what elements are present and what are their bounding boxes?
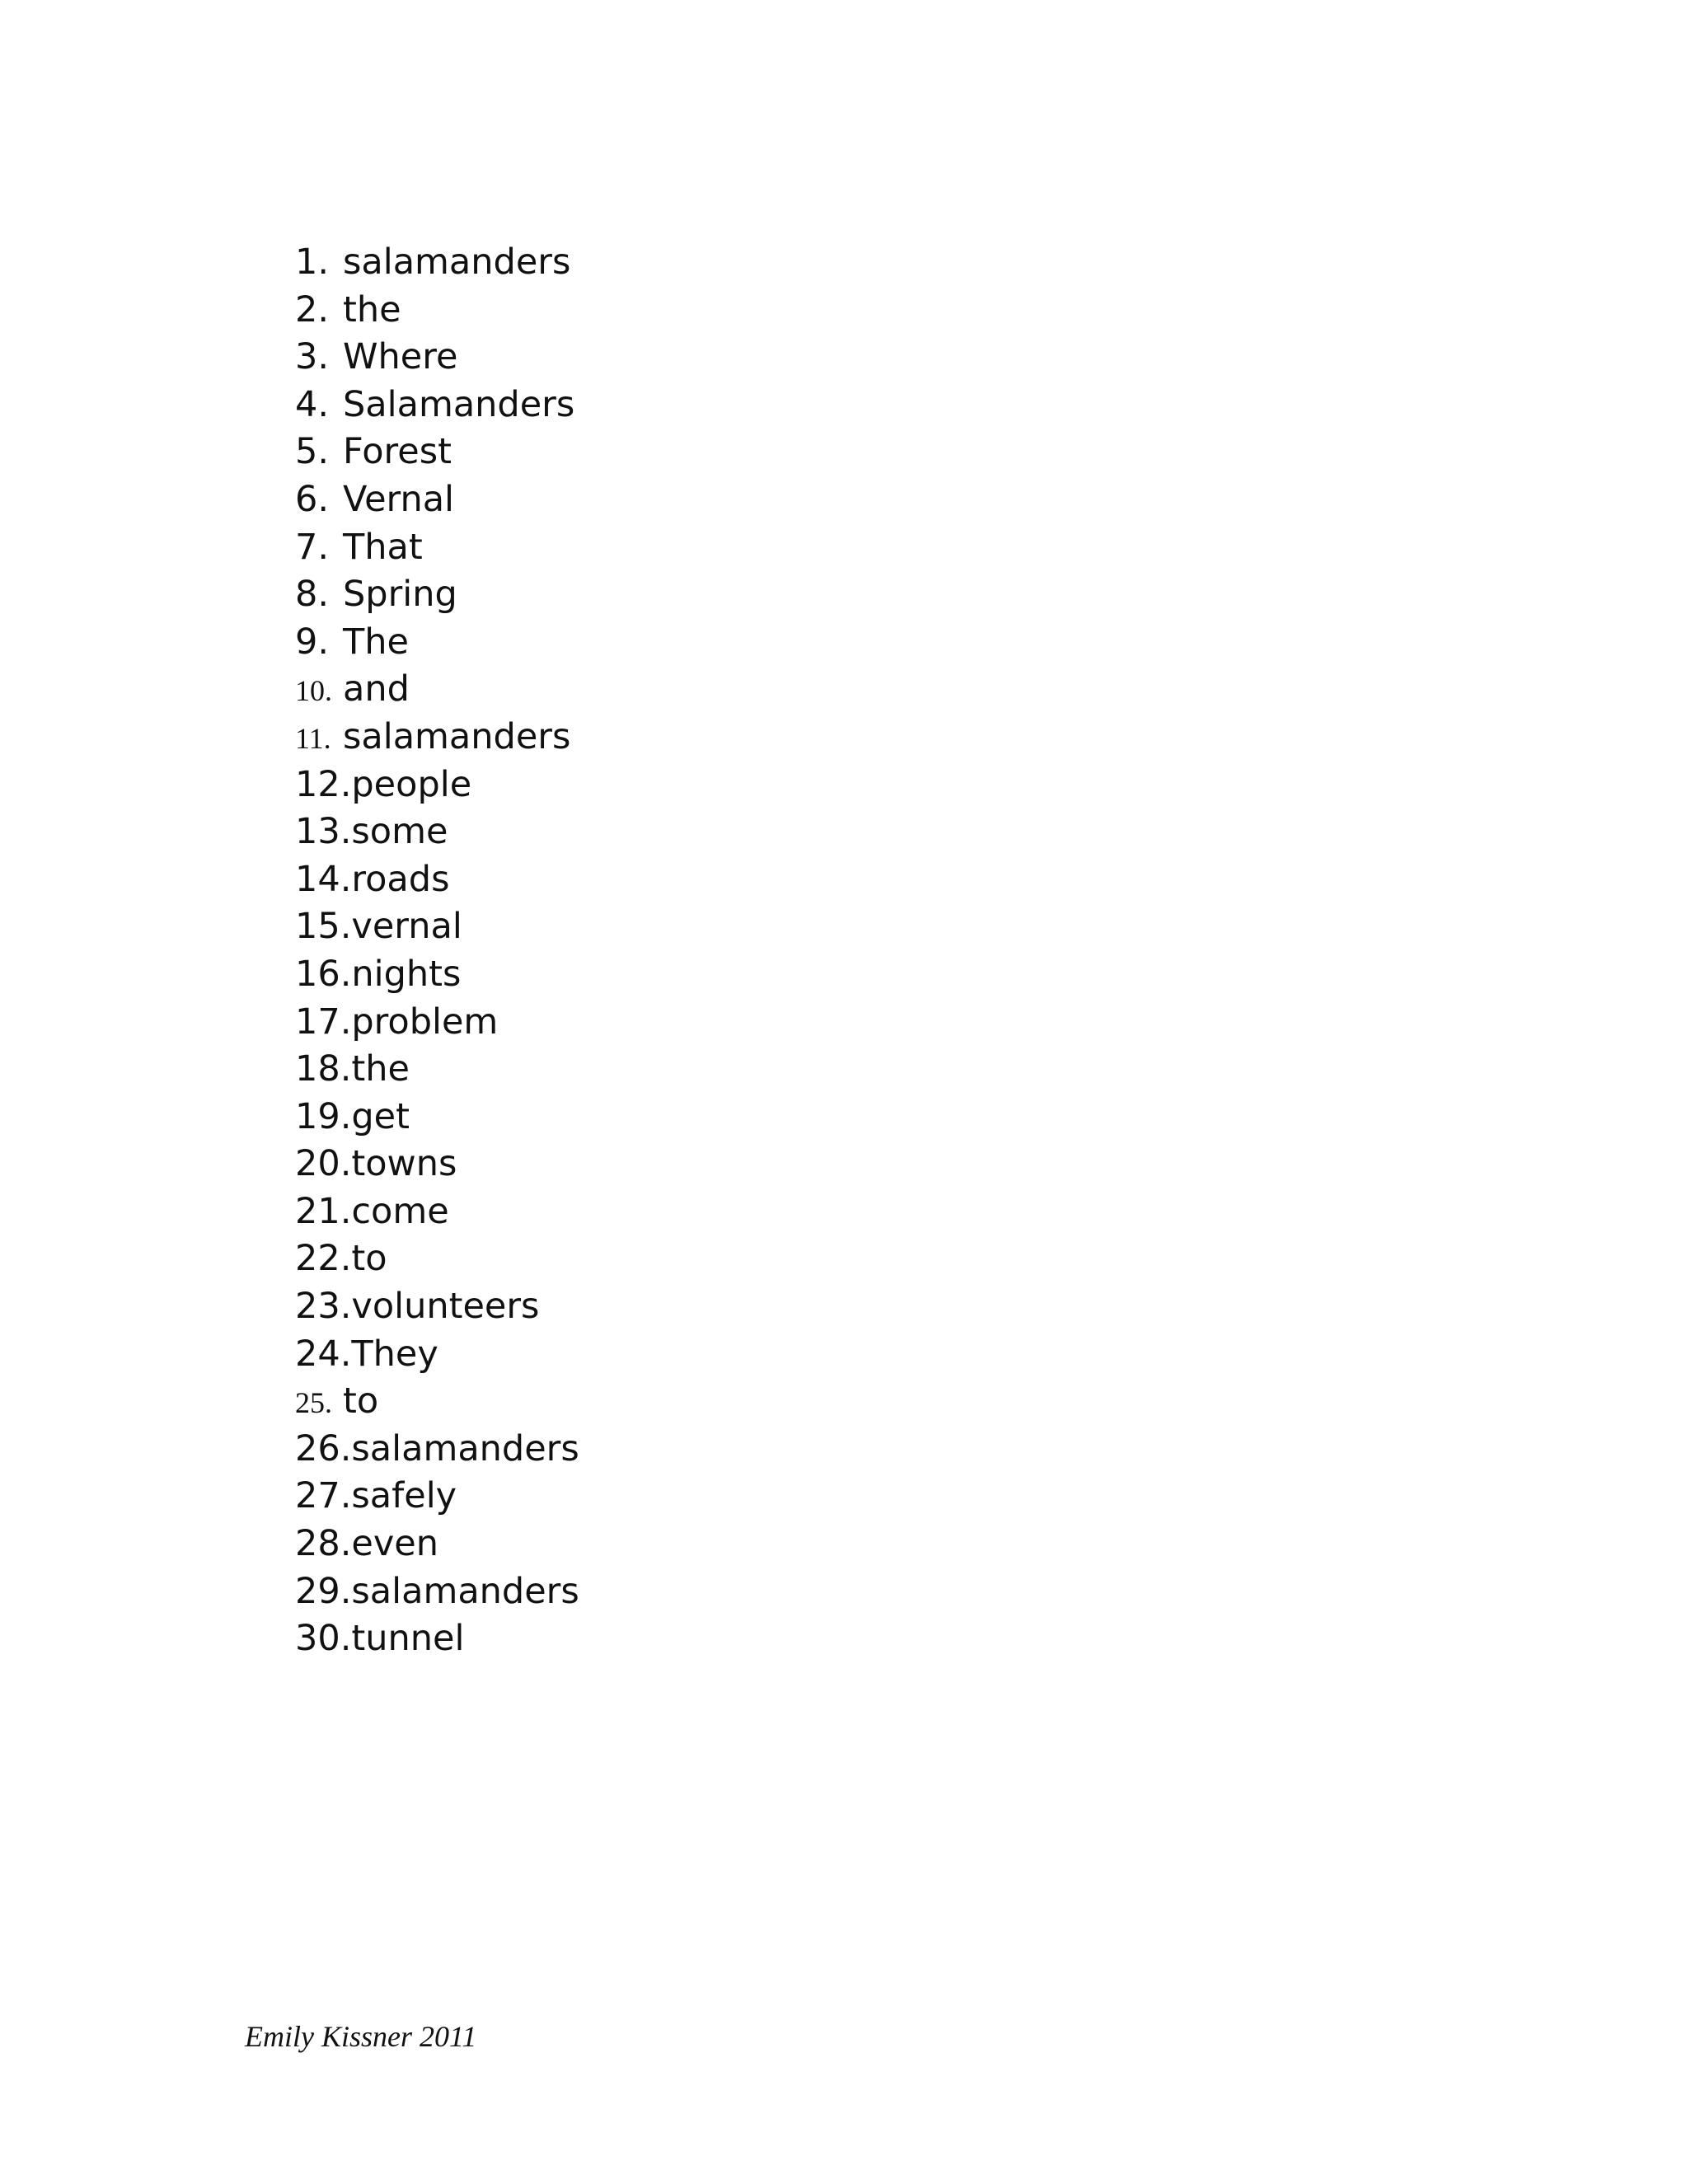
list-item xyxy=(295,1046,579,1094)
list-item xyxy=(295,1521,579,1568)
item-number: 7. xyxy=(295,526,330,568)
item-number: 2. xyxy=(295,288,330,330)
item-number: 9. xyxy=(295,621,330,663)
list-item xyxy=(295,1235,579,1283)
item-word: some xyxy=(351,811,448,853)
item-number: 11. xyxy=(295,721,331,755)
item-number: 23. xyxy=(295,1286,352,1328)
list-item xyxy=(295,382,579,429)
item-word: towns xyxy=(351,1143,457,1185)
item-word: salamanders xyxy=(351,1570,579,1612)
item-word: They xyxy=(351,1333,438,1375)
item-number: 4. xyxy=(295,383,330,425)
item-number: 20. xyxy=(295,1143,352,1185)
list-item xyxy=(295,856,579,904)
item-number: 6. xyxy=(295,478,330,520)
list-item xyxy=(295,951,579,999)
item-number: 3. xyxy=(295,336,330,378)
item-word: come xyxy=(351,1190,449,1232)
item-number: 18. xyxy=(295,1048,352,1090)
list-item xyxy=(295,999,579,1047)
item-number: 17. xyxy=(295,1001,352,1043)
list-item xyxy=(295,1378,579,1426)
list-item xyxy=(295,1568,579,1616)
item-number: 12. xyxy=(295,763,352,805)
item-number: 14. xyxy=(295,858,352,900)
item-word: even xyxy=(351,1523,439,1565)
item-number: 8. xyxy=(295,574,330,616)
item-word: the xyxy=(351,1048,410,1090)
item-word: Vernal xyxy=(343,478,455,520)
list-item xyxy=(295,666,579,714)
list-item xyxy=(295,619,579,667)
item-word: tunnel xyxy=(351,1618,465,1660)
item-word: get xyxy=(351,1095,410,1137)
item-word: volunteers xyxy=(351,1286,540,1328)
item-word: Forest xyxy=(343,431,452,473)
list-item xyxy=(295,808,579,856)
item-word: Spring xyxy=(343,574,457,616)
list-item xyxy=(295,1188,579,1236)
item-word: salamanders xyxy=(343,241,571,283)
list-item xyxy=(295,476,579,524)
item-number: 19. xyxy=(295,1095,352,1137)
list-item xyxy=(295,1141,579,1188)
list-item xyxy=(295,1283,579,1331)
item-number: 30. xyxy=(295,1618,352,1660)
list-item xyxy=(295,571,579,619)
list-item xyxy=(295,903,579,951)
item-word: salamanders xyxy=(343,715,571,757)
list-item xyxy=(295,714,579,762)
item-number: 21. xyxy=(295,1190,352,1232)
list-item xyxy=(295,239,579,287)
item-number: 1. xyxy=(295,241,330,283)
list-item xyxy=(295,1331,579,1379)
item-number: 25. xyxy=(295,1386,332,1420)
item-word: salamanders xyxy=(351,1427,579,1469)
item-word: and xyxy=(343,668,410,710)
item-word: That xyxy=(343,526,423,568)
item-word: the xyxy=(343,288,401,330)
item-number: 13. xyxy=(295,811,352,853)
list-item xyxy=(295,762,579,809)
item-word: to xyxy=(343,1380,379,1422)
item-word: people xyxy=(351,763,472,805)
item-number: 24. xyxy=(295,1333,352,1375)
item-number: 16. xyxy=(295,953,352,995)
item-word: safely xyxy=(351,1475,457,1517)
list-item xyxy=(295,1615,579,1663)
item-number: 26. xyxy=(295,1427,352,1469)
item-number: 22. xyxy=(295,1238,352,1280)
list-item xyxy=(295,334,579,382)
item-word: The xyxy=(343,621,409,663)
list-item xyxy=(295,287,579,335)
list-item xyxy=(295,1426,579,1474)
list-item xyxy=(295,429,579,476)
item-word: nights xyxy=(351,953,462,995)
item-word: to xyxy=(351,1238,387,1280)
item-word: problem xyxy=(351,1001,499,1043)
list-item xyxy=(295,524,579,572)
item-number: 5. xyxy=(295,431,330,473)
list-item xyxy=(295,1473,579,1521)
item-word: roads xyxy=(351,858,450,900)
item-word: Salamanders xyxy=(343,383,575,425)
item-number: 28. xyxy=(295,1523,352,1565)
item-word: vernal xyxy=(351,906,462,948)
item-number: 10. xyxy=(295,674,332,708)
list-item xyxy=(295,1094,579,1141)
item-word: Where xyxy=(343,336,458,378)
item-number: 27. xyxy=(295,1475,352,1517)
item-number: 15. xyxy=(295,906,352,948)
item-number: 29. xyxy=(295,1570,352,1612)
footer-credit: Emily Kissner 2011 xyxy=(245,2020,477,2053)
answer-list xyxy=(295,239,579,1663)
